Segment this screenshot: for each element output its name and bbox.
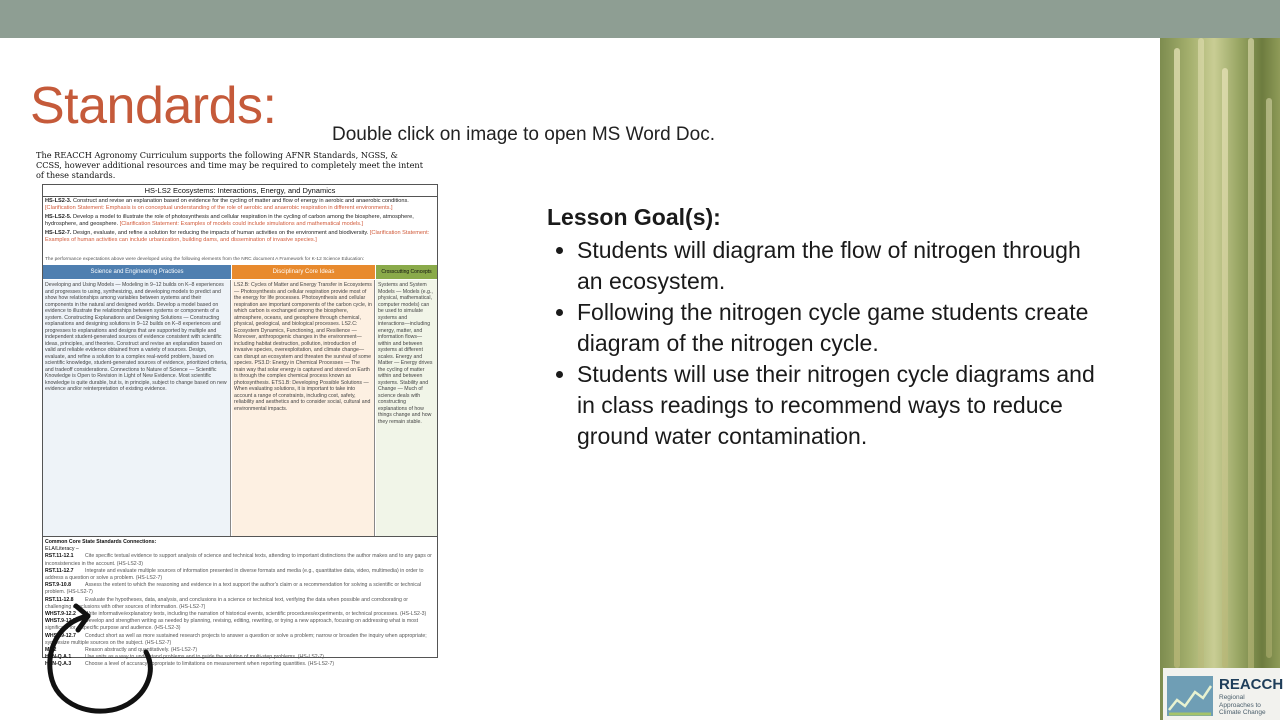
ccss-row: WHST.9-12.2 Write informative/explanatory texts, including the narration of historical events, scientific procedures/experiments, or technical processes. (HS-LS2-3) <box>45 611 427 618</box>
ccss-row: RST.9-10.8 Assess the extent to which the reasoning and evidence in a text support the author's claim or a recommendation for solving a scientific or technical problem. (HS-LS2-7) <box>45 582 422 596</box>
ccss-heading: Common Core State Standards Connections: <box>45 539 157 545</box>
ccss-row: HSN-Q.A.3 Choose a level of accuracy appropriate to limitations on measurement when reporting quantities. (HS-LS2-7) <box>45 661 335 668</box>
open-doc-hint: Double click on image to open MS Word Doc. <box>332 124 715 145</box>
ccss-row: MP.2 Reason abstractly and quantitatively. (HS-LS2-7) <box>45 647 198 654</box>
document-intro: The REACCH Agronomy Curriculum supports the following AFNR Standards, NGSS, & CCSS, however additional resources and time may be required to completely meet the intent of these standards. <box>36 150 423 180</box>
lesson-goals-list <box>547 235 1107 452</box>
core-ideas-column: LS2.B: Cycles of Matter and Energy Transfer in Ecosystems — Photosynthesis and cellular respiration provide most of the energy for life processes. Photosynthesis and cellular respiration are important components of the carbon cycle, in which carbon is exchanged among the biosphere, atmosphere, oceans, and geosphere through chemical, physical, geological, and biological processes. LS2.C: Ecosystem Dynamics, Functioning, and Resilience — Moreover, anthropogenic changes in the environment—including habitat destruction, pollution, introduction of invasive species, overexploitation, and climate change—can disrupt an ecosystem and threaten the survival of some species. PS3.D: Energy in Chemical Processes — The main way that solar energy is captured and stored on Earth is through the complex chemical process known as photosynthesis. ETS1.B: Developing Possible Solutions — When evaluating solutions, it is important to take into account a range of constraints, including cost, safety, reliability and aesthetics and to consider social, cultural and environmental impacts. <box>232 280 375 536</box>
slide-title: Standards: <box>30 77 277 135</box>
lesson-goal-item: • Students will diagram the flow of nitrogen through an ecosystem. <box>577 235 1107 297</box>
performance-expectation: HS-LS2-3. Construct and revise an explanation based on evidence for the cycling of matter and flow of energy in aerobic and anaerobic conditions. [Clarification Statement: Emphasis is on conceptual understanding of the role of aerobic and anaerobic respiration in different environments.] <box>45 198 409 211</box>
reacch-logo-mark-icon <box>1167 676 1213 716</box>
ccss-row: WHST.9-12.7 Conduct short as well as more sustained research projects to answer a question or solve a problem; narrow or broaden the inquiry when appropriate; synthesize multiple sources on the subject. (HS-LS2-7) <box>45 632 427 646</box>
standard-title: HS-LS2 Ecosystems: Interactions, Energy, and Dynamics <box>43 185 437 197</box>
core-ideas-header: Disciplinary Core Ideas <box>232 265 375 279</box>
framework-note: The performance expectations above were developed using the following elements from the NRC document A Framework for K-12 Science Education: <box>45 257 365 262</box>
ccss-subheading: ELA/Literacy – <box>45 546 79 553</box>
embedded-word-document[interactable] <box>36 150 436 668</box>
standards-table <box>42 184 438 668</box>
crosscutting-column: Systems and System Models — Models (e.g., physical, mathematical, computer models) can be used to simulate systems and interactions—including energy, matter, and information flows—within and between systems at different scales. Energy and Matter — Energy drives the cycling of matter within and between systems. Stability and Change — Much of science deals with constructing explanations of how things change and how they remain stable. <box>376 280 437 536</box>
wheat-photo <box>1160 38 1280 720</box>
performance-expectation: HS-LS2-7. Design, evaluate, and refine a solution for reducing the impacts of human activities on the environment and biodiversity. [Clarification Statement: Examples of human activities can include urbanization, building dams, and dissemination of invasive species.] <box>45 230 430 243</box>
lesson-goal-item: • Following the nitrogen cycle game students create diagram of the nitrogen cycle. <box>577 297 1107 359</box>
lesson-goal-item: • Students will use their nitrogen cycle diagrams and in class readings to recommend ways to reduce ground water contamination. <box>577 359 1107 452</box>
ccss-row: RST.11-12.8 Evaluate the hypotheses, data, analysis, and conclusions in a science or technical text, verifying the data when possible and corroborating or challenging conclusions with other sources of information. (HS-LS2-7) <box>45 596 408 610</box>
crosscutting-header: Crosscutting Concepts <box>376 265 437 279</box>
logo-tagline: Regional Approaches to Climate Change <box>1219 694 1266 716</box>
ccss-row: HSN-Q.A.1 Use units as a way to understand problems and to guide the solution of multi-step problems. (HS-LS2-7) <box>45 654 325 661</box>
curved-arrow-icon <box>38 600 158 720</box>
ccss-row: WHST.9-12.5 Develop and strengthen writing as needed by planning, revising, editing, rewriting, or trying a new approach, focusing on addressing what is most significant for a specific purpose and audience. (HS-LS2-3) <box>45 618 419 632</box>
ccss-row: RST.11-12.7 Integrate and evaluate multiple sources of information presented in diverse formats and media (e.g., quantitative data, video, multimedia) in order to address a question or solve a problem. (HS-LS2-7) <box>45 567 424 582</box>
practices-header: Science and Engineering Practices <box>43 265 231 279</box>
performance-expectation: HS-LS2-5. Develop a model to illustrate the role of photosynthesis and cellular respiration in the cycling of carbon among the biosphere, atmosphere, hydrosphere, and geosphere. [Clarification Statement: Examples of models could include simulations and mathematical models.] <box>45 214 414 227</box>
top-bar <box>0 0 1280 38</box>
ccss-row: RST.11-12.1 Cite specific textual evidence to support analysis of science and technical texts, attending to important distinctions the author makes and to any gaps or inconsistencies in the account. (HS-LS2-3) <box>45 553 432 567</box>
reacch-logo <box>1163 668 1283 720</box>
logo-name: REACCH <box>1219 676 1283 693</box>
lesson-goals <box>547 202 1107 452</box>
lesson-goals-heading: Lesson Goal(s): <box>547 204 721 230</box>
practices-column: Developing and Using Models — Modeling in 9–12 builds on K–8 experiences and progresses to using, synthesizing, and developing models to predict and show how relationships among variables between systems and their components in the natural and designed worlds. Develop a model based on evidence to illustrate the relationships between systems or components of a system. Constructing Explanations and Designing Solutions — Constructing explanations and designing solutions in 9–12 builds on K–8 experiences and progresses to explanations and designs that are supported by multiple and independent student-generated sources of evidence consistent with scientific ideas, principles, and theories. Construct and revise an explanation based on valid and reliable evidence obtained from a variety of sources. Design, evaluate, and refine a solution to a complex real-world problem, based on scientific knowledge, student-generated sources of evidence, prioritized criteria, and tradeoff considerations. Connections to Nature of Science — Scientific Knowledge is Open to Revision in Light of New Evidence. Most scientific knowledge is quite durable, but is, in principle, subject to change based on new evidence and/or reinterpretation of existing evidence. <box>43 280 231 536</box>
